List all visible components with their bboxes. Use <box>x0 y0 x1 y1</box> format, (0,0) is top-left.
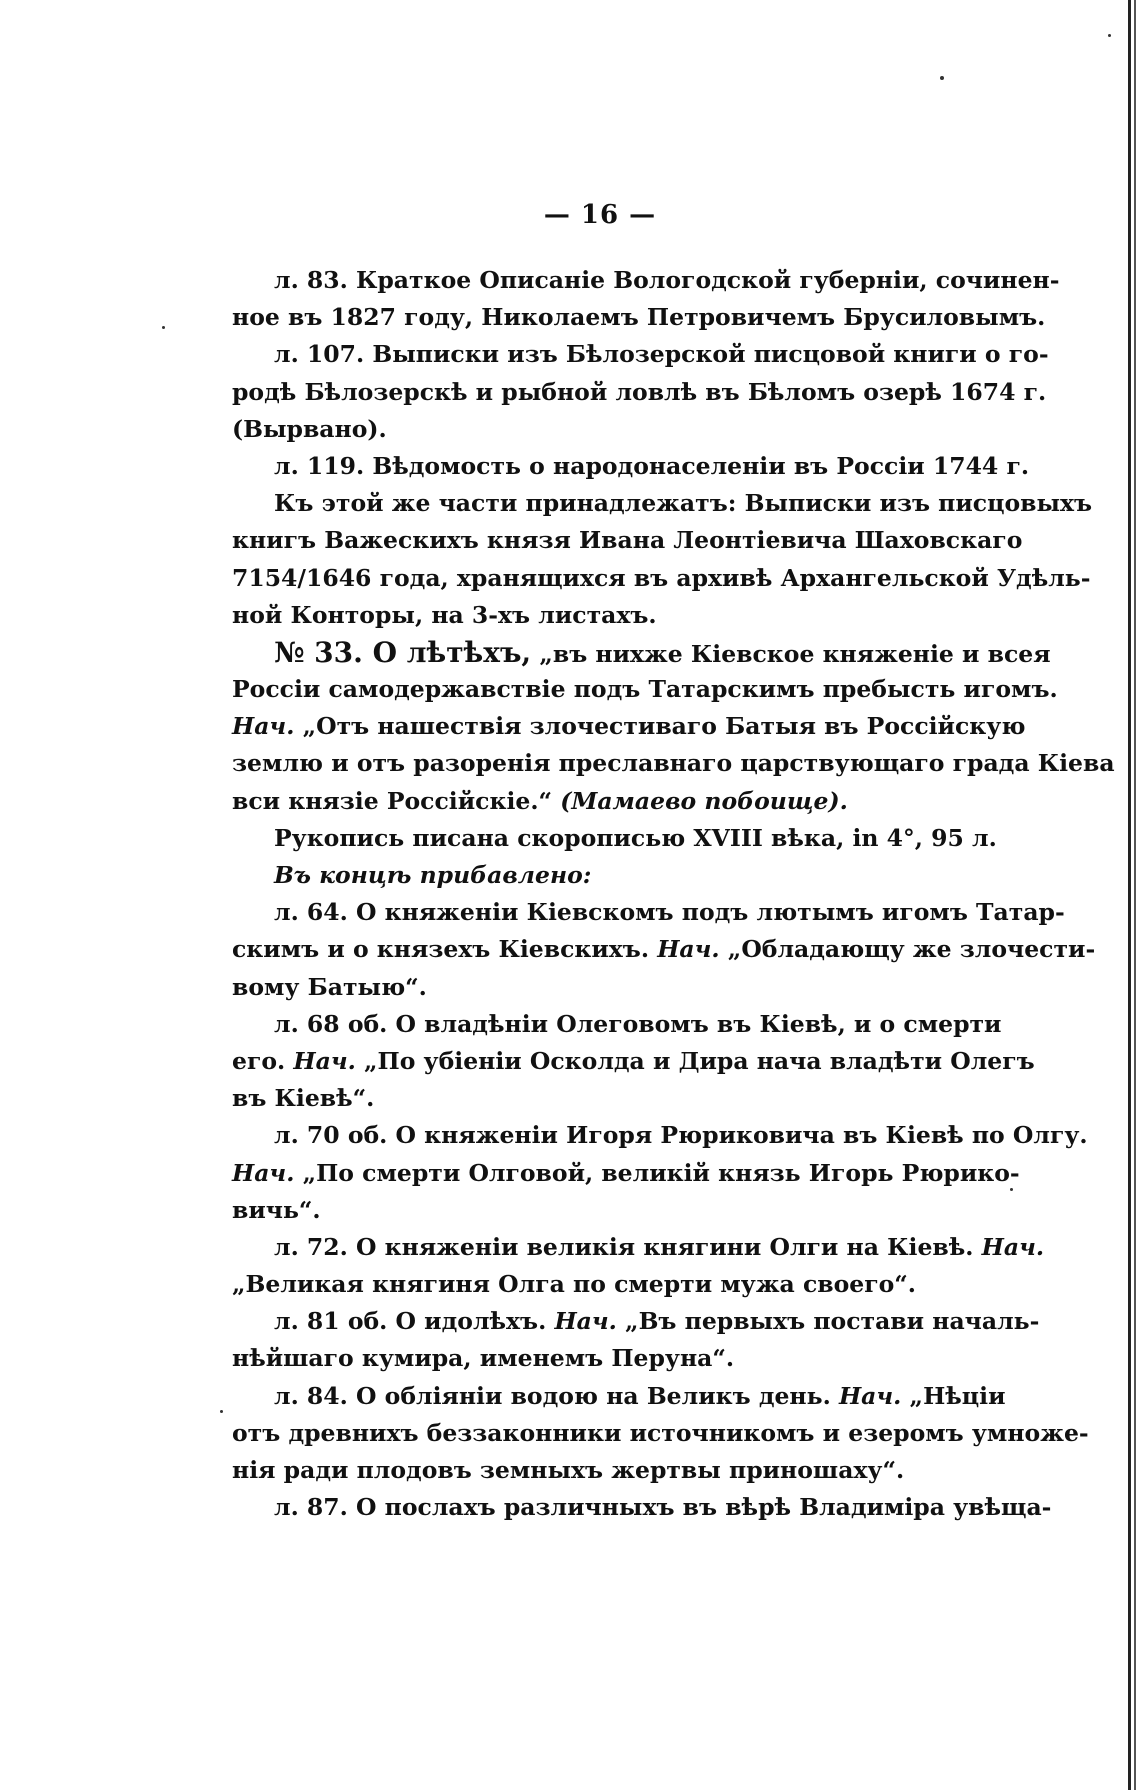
text-line <box>232 1378 1006 1415</box>
text-line <box>232 1155 1020 1192</box>
text-line <box>232 634 1051 671</box>
text-line <box>232 1080 1000 1117</box>
text-line <box>232 1006 1000 1043</box>
text-line <box>232 374 1047 411</box>
line-text: нія ради плодовъ земныхъ жертвы приношаху“. <box>232 1456 905 1484</box>
line-text: нѣйшаго кумира, именемъ Перуна“. <box>232 1344 735 1373</box>
text-line <box>232 411 1000 448</box>
print-speck <box>1108 34 1111 37</box>
text-line <box>232 745 1115 782</box>
line-text: л. 107. Выписки изъ Бѣлозерской писцовой книги о го- <box>274 340 1049 369</box>
line-text: л. 87. О послахъ различныхъ въ вѣрѣ Владиміра увѣща- <box>274 1493 1052 1522</box>
text-line <box>232 1043 1035 1080</box>
line-text: землю и отъ разоренія преславнаго царствующаго града Кіева <box>232 749 1115 778</box>
text-line <box>232 1415 1089 1452</box>
binding-edge-shadow <box>1134 0 1136 1790</box>
binding-edge-line <box>1128 0 1131 1790</box>
line-text: въ Кіевѣ“. <box>232 1084 375 1113</box>
text-line <box>232 522 1023 559</box>
line-text: „Отъ нашествія злочестиваго Батыя въ Россійскую <box>294 712 1026 741</box>
line-text: вси князіе Россійскіе.“ <box>232 786 561 815</box>
text-line <box>232 820 1000 857</box>
line-text: л. 72. О княженіи великія княгини Олги на Кіевѣ. <box>274 1232 982 1261</box>
italic-marker: Въ концѣ прибавлено: <box>274 861 592 889</box>
text-line <box>232 1340 1000 1377</box>
text-line <box>232 1266 1000 1303</box>
line-text: „Нѣціи <box>901 1381 1006 1410</box>
line-text: отъ древнихъ беззаконники источникомъ и езеромъ умноже- <box>232 1418 1089 1447</box>
italic-marker: Нач. <box>232 1158 295 1187</box>
line-text: ной Конторы, на 3-хъ листахъ. <box>232 600 657 629</box>
line-text: „По смерти Олговой, великій князь Игорь Рюрико- <box>294 1158 1020 1187</box>
text-line <box>232 485 1093 522</box>
entry-number-heading: № 33. О лѣтѣхъ, <box>274 635 532 669</box>
line-text: „Великая княгиня Олга по смерти мужа своего“. <box>232 1270 916 1299</box>
line-text: скимъ и о князехъ Кіевскихъ. <box>232 935 658 964</box>
text-line <box>232 299 1046 336</box>
line-text: (Вырвано). <box>232 414 387 443</box>
print-speck <box>940 76 944 80</box>
line-text: родѣ Бѣлозерскѣ и рыбной ловлѣ въ Бѣломъ озерѣ 1674 г. <box>232 377 1047 406</box>
line-text: „По убіеніи Осколда и Дира нача владѣти Олегъ <box>355 1046 1035 1075</box>
line-text: „Обладающу же злочести- <box>719 935 1096 964</box>
italic-marker: Нач. <box>232 712 295 741</box>
italic-marker: Нач. <box>554 1307 617 1336</box>
line-text: его. <box>232 1046 294 1075</box>
text-line <box>232 671 1058 708</box>
italic-marker: Нач. <box>293 1046 356 1075</box>
text-line <box>232 1229 1045 1266</box>
text-line <box>232 783 1000 820</box>
line-text: л. 68 об. О владѣніи Олеговомъ въ Кіевѣ, и о смерти <box>274 1009 1002 1038</box>
text-line <box>232 894 1065 931</box>
text-line <box>232 1117 1088 1154</box>
line-text: ное въ 1827 году, Николаемъ Петровичемъ Брусиловымъ. <box>232 303 1046 332</box>
line-text: Россіи самодержавствіе подъ Татарскимъ пребысть игомъ. <box>232 675 1058 704</box>
italic-marker: Нач. <box>838 1381 902 1410</box>
text-line <box>232 857 1000 894</box>
line-text: „Въ первыхъ постави началь- <box>616 1307 1040 1336</box>
line-text: л. 64. О княженіи Кіевскомъ подъ лютымъ игомъ Татар- <box>274 898 1065 927</box>
line-text: 7154/1646 года, хранящихся въ архивѣ Архангельской Удѣль- <box>232 563 1091 592</box>
line-text: л. 70 об. О княженіи Игоря Рюриковича въ Кіевѣ по Олгу. <box>274 1121 1088 1150</box>
text-line <box>232 1303 1040 1340</box>
text-line <box>232 560 1091 597</box>
print-speck <box>162 326 165 329</box>
italic-marker: Нач. <box>657 935 720 964</box>
line-text: Къ этой же части принадлежатъ: Выписки изъ писцовыхъ <box>274 489 1093 518</box>
page-number: — 16 — <box>543 200 657 230</box>
line-text: вичь“. <box>232 1195 321 1224</box>
text-line <box>232 708 1026 745</box>
line-text: л. 119. Вѣдомость о народонаселеніи въ Россіи 1744 г. <box>274 451 1030 480</box>
text-line <box>232 1452 1000 1489</box>
italic-marker: Нач. <box>981 1232 1045 1261</box>
line-text: „въ нихже Кіевское княженіе и всея <box>531 639 1051 668</box>
text-line <box>232 931 1096 968</box>
body-text <box>232 262 1115 1526</box>
print-speck <box>1010 1188 1013 1191</box>
text-line <box>232 262 1060 299</box>
text-line <box>232 336 1049 373</box>
print-speck <box>220 1410 223 1413</box>
text-line <box>232 448 1030 485</box>
line-text: Рукопись писана скорописью XVIII вѣка, in 4°, 95 л. <box>274 823 997 852</box>
text-line <box>232 1489 1052 1526</box>
line-text: вому Батыю“. <box>232 972 427 1001</box>
text-line <box>232 969 1000 1006</box>
line-text: л. 84. О обліяніи водою на Великъ день. <box>274 1381 839 1410</box>
line-text: л. 81 об. О идолѣхъ. <box>274 1307 555 1336</box>
line-text: книгъ Важескихъ князя Ивана Леонтіевича Шаховскаго <box>232 526 1023 555</box>
line-text: л. 83. Краткое Описаніе Вологодской губерніи, сочинен- <box>274 266 1060 294</box>
italic-marker: (Мамаево побоище). <box>560 786 848 815</box>
text-line <box>232 597 1000 634</box>
text-line <box>232 1192 1000 1229</box>
